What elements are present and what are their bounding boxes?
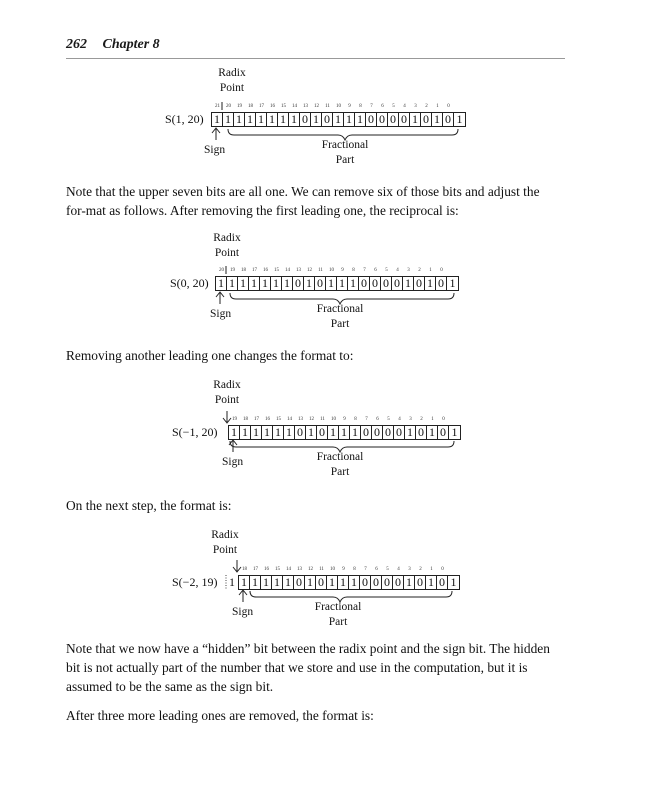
bit-index: 3 xyxy=(409,417,412,422)
radix-point-label: Radix Point xyxy=(218,67,246,94)
bit-index: 13 xyxy=(303,104,308,109)
bit-cell: 1 xyxy=(256,113,267,126)
bit-register xyxy=(211,112,466,127)
bit-index: 9 xyxy=(342,567,345,572)
bit-cell: 1 xyxy=(212,113,223,126)
bit-cell: 0 xyxy=(443,113,454,126)
bit-cell: 1 xyxy=(223,113,234,126)
bit-index: 16 xyxy=(270,104,275,109)
bit-index: 14 xyxy=(292,104,297,109)
bit-cell: 1 xyxy=(240,426,251,439)
bit-cell: 1 xyxy=(326,277,337,290)
format-label: S(−2, 19) xyxy=(172,575,218,589)
bit-cell: 0 xyxy=(322,113,333,126)
bit-cell: 1 xyxy=(238,277,249,290)
bit-index: 8 xyxy=(359,104,362,109)
fractional-part-label: Fractional Part xyxy=(314,601,362,628)
bit-cell: 0 xyxy=(436,277,447,290)
bit-index: 7 xyxy=(363,268,366,273)
format-label: S(−1, 20) xyxy=(172,425,218,439)
bit-index: 15 xyxy=(276,417,281,422)
bit-index: 15 xyxy=(274,268,279,273)
bit-cell: 1 xyxy=(304,277,315,290)
bit-cell: 1 xyxy=(250,576,261,589)
bit-index: 0 xyxy=(447,104,450,109)
paragraph: Note that we now have a “hidden” bit between the radix point and the sign bit. The hidden bit is not actually part of the number that we store and use in the computation, but it is assumed to be the same as the sign bit. xyxy=(66,641,550,694)
bit-cell: 0 xyxy=(359,277,370,290)
bit-cell: 1 xyxy=(260,277,271,290)
bit-index: 7 xyxy=(365,417,368,422)
bit-index: 8 xyxy=(354,417,357,422)
bit-index: 6 xyxy=(375,567,378,572)
bit-index: 19 xyxy=(230,268,235,273)
bit-index: 1 xyxy=(430,567,433,572)
radix-point-label: Radix Point xyxy=(211,529,239,556)
bit-index: 13 xyxy=(297,567,302,572)
bit-cell: 1 xyxy=(425,277,436,290)
sign-label: Sign xyxy=(210,308,232,320)
bit-cell: 1 xyxy=(427,426,438,439)
bit-index: 5 xyxy=(386,567,389,572)
bit-index: 10 xyxy=(330,567,335,572)
bit-cell: 1 xyxy=(283,576,294,589)
fractional-part-label: Fractional Part xyxy=(316,303,364,330)
bit-cell: 0 xyxy=(377,113,388,126)
bit-index: 5 xyxy=(385,268,388,273)
bit-index: 12 xyxy=(307,268,312,273)
bit-cell: 0 xyxy=(317,426,328,439)
bit-register xyxy=(228,425,461,440)
bit-cell: 1 xyxy=(271,277,282,290)
bit-cell: 1 xyxy=(284,426,295,439)
bit-index: 9 xyxy=(341,268,344,273)
bit-register xyxy=(215,276,459,291)
bit-index: 16 xyxy=(265,417,270,422)
bit-cell: 0 xyxy=(370,277,381,290)
bit-cell: 0 xyxy=(382,576,393,589)
bit-index: 15 xyxy=(275,567,280,572)
bit-cell: 1 xyxy=(273,426,284,439)
bit-index: 12 xyxy=(308,567,313,572)
format-label: S(1, 20) xyxy=(165,112,204,126)
sign-label: Sign xyxy=(204,144,226,156)
bit-index: 14 xyxy=(285,268,290,273)
bit-index: 7 xyxy=(370,104,373,109)
sign-label: Sign xyxy=(222,456,244,468)
bit-cell: 1 xyxy=(229,426,240,439)
bit-index: 5 xyxy=(387,417,390,422)
bit-index: 2 xyxy=(418,268,421,273)
bit-index: 2 xyxy=(420,417,423,422)
bit-index: 6 xyxy=(381,104,384,109)
bit-index: 8 xyxy=(352,268,355,273)
bit-index: 18 xyxy=(242,567,247,572)
bit-cell: 0 xyxy=(371,576,382,589)
bit-cell: 0 xyxy=(415,576,426,589)
bit-cell: 1 xyxy=(426,576,437,589)
bit-cell: 1 xyxy=(432,113,443,126)
bit-cell: 0 xyxy=(361,426,372,439)
bit-index: 11 xyxy=(319,567,324,572)
sign-label: Sign xyxy=(232,606,254,618)
bit-index: 2 xyxy=(425,104,428,109)
bit-cell: 1 xyxy=(405,426,416,439)
bit-index: 14 xyxy=(286,567,291,572)
bit-cell: 0 xyxy=(360,576,371,589)
bit-cell: 1 xyxy=(216,277,227,290)
bit-register xyxy=(238,575,460,590)
bit-cell: 1 xyxy=(227,277,238,290)
bit-index: 3 xyxy=(407,268,410,273)
bit-cell: 0 xyxy=(295,426,306,439)
bit-index: 0 xyxy=(441,567,444,572)
fractional-part-label: Fractional Part xyxy=(321,139,369,166)
hidden-bit: 1 xyxy=(229,575,235,589)
bit-cell: 1 xyxy=(267,113,278,126)
bit-index: 4 xyxy=(403,104,406,109)
paragraph: On the next step, the format is: xyxy=(66,498,232,513)
bit-cell: 1 xyxy=(328,426,339,439)
bit-index: 16 xyxy=(264,567,269,572)
bit-index: 18 xyxy=(243,417,248,422)
bit-index: 19 xyxy=(237,104,242,109)
bit-cell: 0 xyxy=(381,277,392,290)
bit-index: 16 xyxy=(263,268,268,273)
bit-index: 1 xyxy=(431,417,434,422)
bit-index: 15 xyxy=(281,104,286,109)
bit-index: 9 xyxy=(348,104,351,109)
bit-cell: 0 xyxy=(414,277,425,290)
bit-cell: 1 xyxy=(348,277,359,290)
bit-cell: 1 xyxy=(350,426,361,439)
bit-cell: 1 xyxy=(282,277,293,290)
bit-cell: 0 xyxy=(316,576,327,589)
bit-cell: 1 xyxy=(234,113,245,126)
bit-index: 4 xyxy=(398,417,401,422)
bit-index: 0 xyxy=(442,417,445,422)
bit-index: 17 xyxy=(252,268,257,273)
bit-cell: 1 xyxy=(456,112,463,126)
bit-cell: 1 xyxy=(278,113,289,126)
bit-cell: 1 xyxy=(245,113,256,126)
bit-cell: 1 xyxy=(338,576,349,589)
bit-index: 1 xyxy=(436,104,439,109)
bit-cell: 1 xyxy=(249,277,260,290)
bit-index: 4 xyxy=(397,567,400,572)
bit-index: 0 xyxy=(440,268,443,273)
fractional-part-label: Fractional Part xyxy=(316,451,364,478)
bit-cell: 1 xyxy=(355,113,366,126)
bit-cell: 0 xyxy=(315,277,326,290)
bit-index: 3 xyxy=(408,567,411,572)
bit-cell: 1 xyxy=(410,113,421,126)
bit-index: 17 xyxy=(253,567,258,572)
bit-cell: 1 xyxy=(403,277,414,290)
bit-index: 17 xyxy=(254,417,259,422)
bit-index: 11 xyxy=(320,417,325,422)
page-header xyxy=(66,37,160,53)
bit-cell: 0 xyxy=(366,113,377,126)
bit-cell: 1 xyxy=(349,576,360,589)
bit-index: 13 xyxy=(296,268,301,273)
bit-index: 3 xyxy=(414,104,417,109)
bit-cell: 1 xyxy=(289,113,300,126)
page-number: 262 xyxy=(66,37,87,52)
bit-cell: 0 xyxy=(416,426,427,439)
paragraph: Note that the upper seven bits are all one. We can remove six of those bits and adjust the for-mat as follows. After removing the first leading one, the reciprocal is: xyxy=(66,184,540,218)
bit-cell: 0 xyxy=(399,113,410,126)
bit-index: 6 xyxy=(374,268,377,273)
bit-index: 13 xyxy=(298,417,303,422)
bit-cell: 1 xyxy=(339,426,350,439)
bit-cell: 1 xyxy=(451,425,458,439)
bit-index: 10 xyxy=(336,104,341,109)
bit-cell: 0 xyxy=(437,576,448,589)
bit-cell: 1 xyxy=(311,113,322,126)
bit-index: 19 xyxy=(232,417,237,422)
bit-index: 5 xyxy=(392,104,395,109)
bit-cell: 1 xyxy=(262,426,273,439)
bit-cell: 0 xyxy=(294,576,305,589)
header-rule xyxy=(66,58,565,59)
bit-cell: 1 xyxy=(261,576,272,589)
bit-index: 11 xyxy=(318,268,323,273)
bit-index: 18 xyxy=(241,268,246,273)
bit-cell: 0 xyxy=(293,277,304,290)
radix-point-label: Radix Point xyxy=(213,232,241,259)
bit-cell: 0 xyxy=(394,426,405,439)
bit-cell: 0 xyxy=(388,113,399,126)
bit-cell: 1 xyxy=(327,576,338,589)
bit-index: 10 xyxy=(331,417,336,422)
format-label: S(0, 20) xyxy=(170,276,209,290)
bit-index: 9 xyxy=(343,417,346,422)
bit-cell: 1 xyxy=(306,426,317,439)
bit-index: 2 xyxy=(419,567,422,572)
bit-cell: 0 xyxy=(393,576,404,589)
bit-index: 20 xyxy=(226,104,231,109)
bit-cell: 0 xyxy=(438,426,449,439)
bit-index: 12 xyxy=(309,417,314,422)
bit-cell: 0 xyxy=(372,426,383,439)
bit-index: 20 xyxy=(219,268,224,273)
chapter-title: Chapter 8 xyxy=(102,37,160,52)
bit-index: 8 xyxy=(353,567,356,572)
bit-cell: 1 xyxy=(450,575,457,589)
bit-index: 14 xyxy=(287,417,292,422)
bit-cell: 1 xyxy=(333,113,344,126)
paragraph: Removing another leading one changes the format to: xyxy=(66,348,354,363)
bit-index: 11 xyxy=(325,104,330,109)
bit-cell: 0 xyxy=(383,426,394,439)
paragraph: After three more leading ones are removed, the format is: xyxy=(66,708,374,723)
bit-cell: 1 xyxy=(337,277,348,290)
bit-cell: 1 xyxy=(251,426,262,439)
bit-cell: 0 xyxy=(300,113,311,126)
bit-cell: 1 xyxy=(449,276,456,290)
bit-index: 7 xyxy=(364,567,367,572)
bit-index: 21 xyxy=(215,104,220,109)
bit-index: 18 xyxy=(248,104,253,109)
bit-index: 6 xyxy=(376,417,379,422)
bit-cell: 1 xyxy=(272,576,283,589)
bit-index: 17 xyxy=(259,104,264,109)
bit-cell: 1 xyxy=(344,113,355,126)
bit-index: 1 xyxy=(429,268,432,273)
radix-point-label: Radix Point xyxy=(213,379,241,406)
bit-index: 12 xyxy=(314,104,319,109)
bit-cell: 1 xyxy=(239,576,250,589)
bit-cell: 0 xyxy=(421,113,432,126)
bit-cell: 1 xyxy=(305,576,316,589)
bit-index: 4 xyxy=(396,268,399,273)
fractional-brace xyxy=(0,0,1,1)
bit-index: 10 xyxy=(329,268,334,273)
bit-cell: 1 xyxy=(404,576,415,589)
bit-cell: 0 xyxy=(392,277,403,290)
